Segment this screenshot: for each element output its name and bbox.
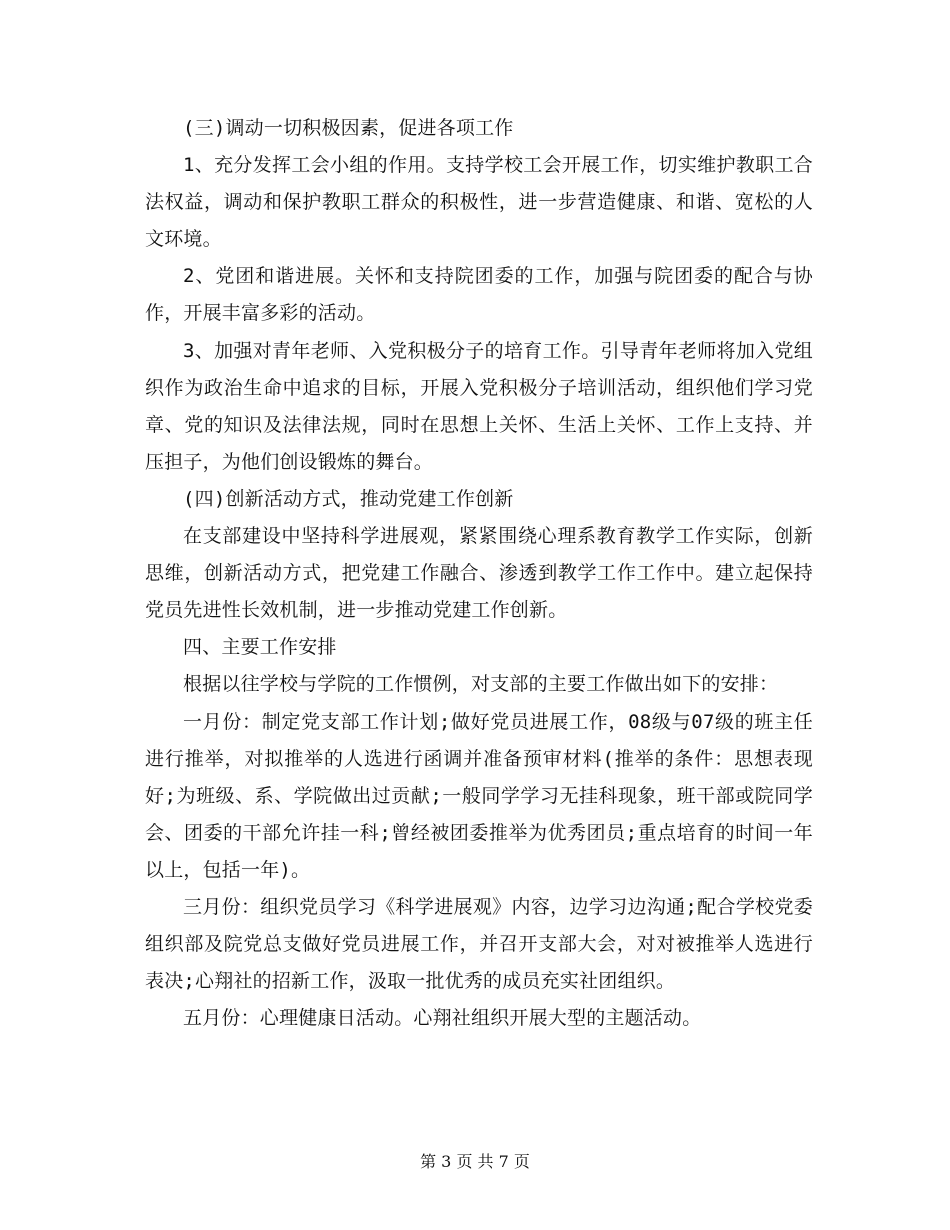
paragraph-party-league: 2、党团和谐进展。关怀和支持院团委的工作，加强与院团委的配合与协作，开展丰富多彩的活动。 [145,265,813,325]
document-body [145,110,813,1037]
paragraph-may: 五月份：心理健康日活动。心翔社组织开展大型的主题活动。 [183,1007,702,1030]
paragraph-march: 三月份：组织党员学习《科学进展观》内容，边学习边沟通;配合学校党委组织部及院党总支做好党员进展工作，并召开支部大会，对对被推举人选进行表决;心翔社的招新工作，汲取一批优秀的成员充实社团组织。 [145,895,813,993]
paragraph-arrangement-intro: 根据以往学校与学院的工作惯例，对支部的主要工作做出如下的安排： [183,673,779,696]
page-number-footer: 第 3 页 共 7 页 [420,1152,530,1171]
paragraph-branch-building: 在支部建设中坚持科学进展观，紧紧围绕心理系教育教学工作实际，创新思维，创新活动方式，把党建工作融合、渗透到教学工作工作中。建立起保持党员先进性长效机制，进一步推动党建工作创新。 [145,525,813,622]
section-heading-main-arrangement: 四、主要工作安排 [183,636,337,659]
section-heading-four: (四)创新活动方式，推动党建工作创新 [183,487,514,510]
paragraph-union-group: 1、充分发挥工会小组的作用。支持学校工会开展工作，切实维护教职工合法权益，调动和保护教职工群众的积极性，进一步营造健康、和谐、宽松的人文环境。 [145,154,813,251]
paragraph-young-teachers: 3、加强对青年老师、入党积极分子的培育工作。引导青年老师将加入党组织作为政治生命中追求的目标，开展入党积极分子培训活动，组织他们学习党章、党的知识及法律法规，同时在思想上关怀、生活上关怀、工作上支持、并压担子，为他们创设锻炼的舞台。 [145,339,813,473]
section-heading-three: (三)调动一切积极因素，促进各项工作 [183,117,514,139]
paragraph-january: 一月份：制定党支部工作计划;做好党员进展工作，08级与07级的班主任进行推举，对拟推举的人选进行函调并准备预审材料(推举的条件：思想表现好;为班级、系、学院做出过贡献;一般同学学习无挂科现象，班干部或院同学会、团委的干部允许挂一科;曾经被团委推举为优秀团员;重点培育的时间一年以上，包括一年)。 [145,710,813,881]
